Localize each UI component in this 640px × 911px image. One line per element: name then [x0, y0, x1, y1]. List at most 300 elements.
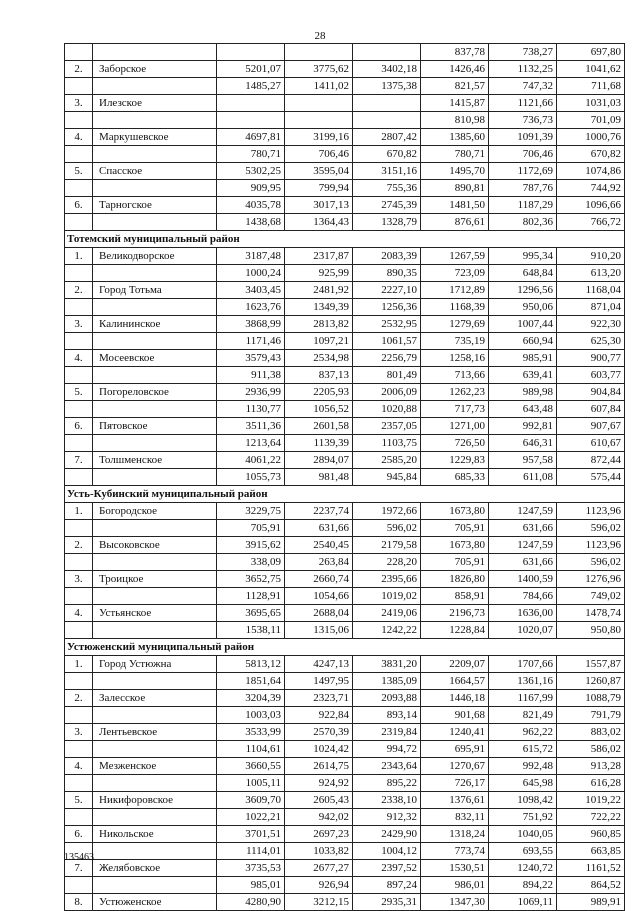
value-cell: 2481,92	[285, 282, 353, 299]
table-row	[65, 282, 625, 299]
value-cell: 2697,23	[285, 826, 353, 843]
value-cell: 596,02	[557, 554, 625, 571]
value-cell: 1375,38	[353, 78, 421, 95]
value-cell: 1128,91	[217, 588, 285, 605]
settlement-name: Великодворское	[93, 248, 217, 265]
value-cell: 1328,79	[353, 214, 421, 231]
settlement-name	[93, 146, 217, 163]
value-cell: 1240,72	[489, 860, 557, 877]
value-cell: 735,19	[421, 333, 489, 350]
value-cell: 2395,66	[353, 571, 421, 588]
table-row	[65, 605, 625, 622]
value-cell: 960,85	[557, 826, 625, 843]
value-cell: 1088,79	[557, 690, 625, 707]
settlement-name: Мезженское	[93, 758, 217, 775]
table-row	[65, 843, 625, 860]
value-cell: 1132,25	[489, 61, 557, 78]
value-cell: 791,79	[557, 707, 625, 724]
value-cell: 1318,24	[421, 826, 489, 843]
table-row	[65, 418, 625, 435]
row-number	[65, 180, 93, 197]
value-cell: 1361,16	[489, 673, 557, 690]
value-cell: 1213,64	[217, 435, 285, 452]
value-cell: 821,49	[489, 707, 557, 724]
row-number	[65, 367, 93, 384]
settlement-name	[93, 78, 217, 95]
row-number: 2.	[65, 61, 93, 78]
value-cell: 957,58	[489, 452, 557, 469]
settlement-name: Погореловское	[93, 384, 217, 401]
row-number: 8.	[65, 894, 93, 911]
table-row	[65, 384, 625, 401]
value-cell: 1376,61	[421, 792, 489, 809]
value-cell: 2227,10	[353, 282, 421, 299]
value-cell	[217, 95, 285, 112]
value-cell: 2196,73	[421, 605, 489, 622]
value-cell: 5201,07	[217, 61, 285, 78]
value-cell: 695,91	[421, 741, 489, 758]
value-cell: 784,66	[489, 588, 557, 605]
value-cell: 890,81	[421, 180, 489, 197]
value-cell: 1056,52	[285, 401, 353, 418]
value-cell: 1636,00	[489, 605, 557, 622]
row-number	[65, 775, 93, 792]
value-cell: 1271,00	[421, 418, 489, 435]
table-row	[65, 146, 625, 163]
value-cell: 2935,31	[353, 894, 421, 911]
value-cell	[285, 44, 353, 61]
settlement-name	[93, 44, 217, 61]
value-cell: 639,41	[489, 367, 557, 384]
value-cell: 2006,09	[353, 384, 421, 401]
value-cell: 723,09	[421, 265, 489, 282]
value-cell: 1022,21	[217, 809, 285, 826]
value-cell: 1004,12	[353, 843, 421, 860]
row-number: 5.	[65, 792, 93, 809]
value-cell: 1262,23	[421, 384, 489, 401]
value-cell: 864,52	[557, 877, 625, 894]
table-row	[65, 248, 625, 265]
value-cell: 2237,74	[285, 503, 353, 520]
value-cell: 705,91	[421, 520, 489, 537]
value-cell: 1172,69	[489, 163, 557, 180]
value-cell: 1019,22	[557, 792, 625, 809]
value-cell: 1000,24	[217, 265, 285, 282]
value-cell: 895,22	[353, 775, 421, 792]
value-cell: 985,01	[217, 877, 285, 894]
table-row	[65, 707, 625, 724]
value-cell: 1005,11	[217, 775, 285, 792]
table-row	[65, 792, 625, 809]
settlement-name	[93, 401, 217, 418]
value-cell: 2357,05	[353, 418, 421, 435]
value-cell: 1123,96	[557, 503, 625, 520]
value-cell: 1673,80	[421, 537, 489, 554]
value-cell: 3775,62	[285, 61, 353, 78]
table-row	[65, 877, 625, 894]
table-row	[65, 537, 625, 554]
value-cell: 575,44	[557, 469, 625, 486]
value-cell: 1007,44	[489, 316, 557, 333]
value-cell: 1187,29	[489, 197, 557, 214]
value-cell: 1031,03	[557, 95, 625, 112]
row-number: 4.	[65, 350, 93, 367]
value-cell: 645,98	[489, 775, 557, 792]
row-number: 3.	[65, 95, 93, 112]
table-row	[65, 588, 625, 605]
row-number: 4.	[65, 605, 93, 622]
value-cell: 338,09	[217, 554, 285, 571]
value-cell: 1385,09	[353, 673, 421, 690]
value-cell: 1411,02	[285, 78, 353, 95]
row-number: 5.	[65, 384, 93, 401]
settlement-name: Город Тотьма	[93, 282, 217, 299]
value-cell: 755,36	[353, 180, 421, 197]
row-number	[65, 707, 93, 724]
value-cell: 1349,39	[285, 299, 353, 316]
row-number: 4.	[65, 129, 93, 146]
table-row	[65, 826, 625, 843]
value-cell: 2936,99	[217, 384, 285, 401]
value-cell: 1279,69	[421, 316, 489, 333]
value-cell: 610,67	[557, 435, 625, 452]
value-cell: 2419,06	[353, 605, 421, 622]
value-cell: 646,31	[489, 435, 557, 452]
value-cell: 711,68	[557, 78, 625, 95]
value-cell: 1530,51	[421, 860, 489, 877]
value-cell: 995,34	[489, 248, 557, 265]
value-cell: 2317,87	[285, 248, 353, 265]
value-cell: 3017,13	[285, 197, 353, 214]
value-cell: 3595,04	[285, 163, 353, 180]
value-cell: 1041,62	[557, 61, 625, 78]
table-row	[65, 44, 625, 61]
settlement-name	[93, 673, 217, 690]
value-cell	[285, 112, 353, 129]
table-row	[65, 452, 625, 469]
value-cell: 872,44	[557, 452, 625, 469]
table-row	[65, 741, 625, 758]
row-number: 3.	[65, 571, 93, 588]
value-cell: 3831,20	[353, 656, 421, 673]
value-cell	[285, 95, 353, 112]
value-cell: 1019,02	[353, 588, 421, 605]
value-cell: 1256,36	[353, 299, 421, 316]
value-cell: 907,67	[557, 418, 625, 435]
section-header-row	[65, 231, 625, 248]
value-cell: 1139,39	[285, 435, 353, 452]
value-cell: 1664,57	[421, 673, 489, 690]
value-cell: 1069,11	[489, 894, 557, 911]
row-number	[65, 265, 93, 282]
value-cell: 992,81	[489, 418, 557, 435]
page-number: 28	[314, 30, 326, 42]
value-cell: 2256,79	[353, 350, 421, 367]
settlement-name	[93, 877, 217, 894]
value-cell: 989,98	[489, 384, 557, 401]
value-cell: 1260,87	[557, 673, 625, 690]
value-cell: 780,71	[217, 146, 285, 163]
value-cell: 1364,43	[285, 214, 353, 231]
value-cell: 912,32	[353, 809, 421, 826]
table-row	[65, 571, 625, 588]
value-cell: 4035,78	[217, 197, 285, 214]
value-cell: 596,02	[353, 520, 421, 537]
value-cell: 810,98	[421, 112, 489, 129]
value-cell: 4247,13	[285, 656, 353, 673]
value-cell: 3151,16	[353, 163, 421, 180]
settlement-name: Устьянское	[93, 605, 217, 622]
settlement-name: Троицкое	[93, 571, 217, 588]
value-cell: 901,68	[421, 707, 489, 724]
row-number: 1.	[65, 248, 93, 265]
value-cell: 631,66	[285, 520, 353, 537]
value-cell: 2601,58	[285, 418, 353, 435]
settlement-name: Калининское	[93, 316, 217, 333]
value-cell: 1296,56	[489, 282, 557, 299]
value-cell: 1096,66	[557, 197, 625, 214]
value-cell: 950,06	[489, 299, 557, 316]
value-cell: 5302,25	[217, 163, 285, 180]
value-cell: 3579,43	[217, 350, 285, 367]
table-row	[65, 112, 625, 129]
table-row	[65, 503, 625, 520]
value-cell: 1426,46	[421, 61, 489, 78]
value-cell: 799,94	[285, 180, 353, 197]
section-title: Тотемский муниципальный район	[65, 231, 625, 248]
value-cell: 2570,39	[285, 724, 353, 741]
value-cell: 1707,66	[489, 656, 557, 673]
value-cell: 738,27	[489, 44, 557, 61]
value-cell: 992,48	[489, 758, 557, 775]
value-cell: 1242,22	[353, 622, 421, 639]
value-cell: 1040,05	[489, 826, 557, 843]
value-cell: 603,77	[557, 367, 625, 384]
value-cell: 909,95	[217, 180, 285, 197]
value-cell: 832,11	[421, 809, 489, 826]
value-cell: 910,20	[557, 248, 625, 265]
row-number	[65, 877, 93, 894]
value-cell: 945,84	[353, 469, 421, 486]
value-cell: 1171,46	[217, 333, 285, 350]
value-cell: 2343,64	[353, 758, 421, 775]
value-cell: 586,02	[557, 741, 625, 758]
value-cell: 611,08	[489, 469, 557, 486]
table-row	[65, 622, 625, 639]
row-number	[65, 809, 93, 826]
value-cell: 3701,51	[217, 826, 285, 843]
value-cell: 1123,96	[557, 537, 625, 554]
value-cell: 607,84	[557, 401, 625, 418]
value-cell: 1130,77	[217, 401, 285, 418]
row-number: 2.	[65, 690, 93, 707]
value-cell: 685,33	[421, 469, 489, 486]
value-cell: 722,22	[557, 809, 625, 826]
value-cell: 766,72	[557, 214, 625, 231]
value-cell: 922,30	[557, 316, 625, 333]
value-cell: 2605,43	[285, 792, 353, 809]
value-cell: 625,30	[557, 333, 625, 350]
value-cell: 1446,18	[421, 690, 489, 707]
value-cell: 989,91	[557, 894, 625, 911]
table-row	[65, 78, 625, 95]
value-cell: 4061,22	[217, 452, 285, 469]
value-cell: 2093,88	[353, 690, 421, 707]
value-cell: 2397,52	[353, 860, 421, 877]
value-cell: 1000,76	[557, 129, 625, 146]
row-number: 7.	[65, 452, 93, 469]
settlement-name: Мосеевское	[93, 350, 217, 367]
row-number	[65, 673, 93, 690]
settlement-name: Город Устюжна	[93, 656, 217, 673]
value-cell: 615,72	[489, 741, 557, 758]
value-cell: 1478,74	[557, 605, 625, 622]
value-cell: 2338,10	[353, 792, 421, 809]
value-cell: 1538,11	[217, 622, 285, 639]
value-cell: 2614,75	[285, 758, 353, 775]
value-cell	[217, 44, 285, 61]
settlement-name	[93, 299, 217, 316]
value-cell: 802,36	[489, 214, 557, 231]
value-cell: 981,48	[285, 469, 353, 486]
value-cell: 3868,99	[217, 316, 285, 333]
value-cell: 3403,45	[217, 282, 285, 299]
value-cell: 643,48	[489, 401, 557, 418]
value-cell: 1061,57	[353, 333, 421, 350]
value-cell: 922,84	[285, 707, 353, 724]
value-cell: 1438,68	[217, 214, 285, 231]
settlement-name: Толшменское	[93, 452, 217, 469]
value-cell: 1712,89	[421, 282, 489, 299]
value-cell	[353, 95, 421, 112]
value-cell: 913,28	[557, 758, 625, 775]
settlement-name	[93, 554, 217, 571]
table-row	[65, 367, 625, 384]
value-cell: 1020,88	[353, 401, 421, 418]
value-cell: 2534,98	[285, 350, 353, 367]
value-cell: 894,22	[489, 877, 557, 894]
row-number	[65, 214, 93, 231]
table-row	[65, 163, 625, 180]
row-number	[65, 435, 93, 452]
value-cell: 1114,01	[217, 843, 285, 860]
value-cell: 3511,36	[217, 418, 285, 435]
value-cell: 2205,93	[285, 384, 353, 401]
row-number: 6.	[65, 826, 93, 843]
row-number	[65, 588, 93, 605]
row-number: 2.	[65, 282, 93, 299]
value-cell: 871,04	[557, 299, 625, 316]
value-cell: 883,02	[557, 724, 625, 741]
value-cell: 1054,66	[285, 588, 353, 605]
value-cell: 2179,58	[353, 537, 421, 554]
row-number	[65, 146, 93, 163]
value-cell	[353, 44, 421, 61]
value-cell: 2894,07	[285, 452, 353, 469]
value-cell: 1121,66	[489, 95, 557, 112]
value-cell: 950,80	[557, 622, 625, 639]
row-number: 2.	[65, 537, 93, 554]
settlement-name: Устюженское	[93, 894, 217, 911]
value-cell: 1972,66	[353, 503, 421, 520]
settlement-name	[93, 520, 217, 537]
row-number	[65, 520, 93, 537]
value-cell: 1400,59	[489, 571, 557, 588]
value-cell: 1557,87	[557, 656, 625, 673]
table-row	[65, 775, 625, 792]
value-cell: 1258,16	[421, 350, 489, 367]
value-cell: 749,02	[557, 588, 625, 605]
value-cell: 3609,70	[217, 792, 285, 809]
value-cell: 631,66	[489, 554, 557, 571]
value-cell: 596,02	[557, 520, 625, 537]
row-number: 5.	[65, 163, 93, 180]
value-cell: 837,78	[421, 44, 489, 61]
value-cell: 2429,90	[353, 826, 421, 843]
row-number: 3.	[65, 724, 93, 741]
value-cell: 613,20	[557, 265, 625, 282]
value-cell: 3915,62	[217, 537, 285, 554]
value-cell: 1033,82	[285, 843, 353, 860]
value-cell: 3660,55	[217, 758, 285, 775]
value-cell: 705,91	[421, 554, 489, 571]
value-cell: 631,66	[489, 520, 557, 537]
value-cell: 858,91	[421, 588, 489, 605]
value-cell: 2745,39	[353, 197, 421, 214]
table-row	[65, 758, 625, 775]
row-number: 4.	[65, 758, 93, 775]
settlement-name: Тарногское	[93, 197, 217, 214]
value-cell: 985,91	[489, 350, 557, 367]
value-cell: 1481,50	[421, 197, 489, 214]
value-cell: 2688,04	[285, 605, 353, 622]
row-number: 1.	[65, 503, 93, 520]
value-cell: 1267,59	[421, 248, 489, 265]
value-cell: 2677,27	[285, 860, 353, 877]
value-cell: 663,85	[557, 843, 625, 860]
value-cell: 1851,64	[217, 673, 285, 690]
value-cell: 3735,53	[217, 860, 285, 877]
value-cell: 1673,80	[421, 503, 489, 520]
value-cell: 773,74	[421, 843, 489, 860]
table-row	[65, 350, 625, 367]
table-row	[65, 435, 625, 452]
value-cell: 3695,65	[217, 605, 285, 622]
settlement-name	[93, 265, 217, 282]
table-row	[65, 724, 625, 741]
value-cell: 263,84	[285, 554, 353, 571]
table-row	[65, 894, 625, 911]
value-cell: 697,80	[557, 44, 625, 61]
row-number: 3.	[65, 316, 93, 333]
settlement-name: Никифоровское	[93, 792, 217, 809]
value-cell: 942,02	[285, 809, 353, 826]
value-cell: 1485,27	[217, 78, 285, 95]
value-cell: 3402,18	[353, 61, 421, 78]
value-cell: 2660,74	[285, 571, 353, 588]
value-cell: 706,46	[285, 146, 353, 163]
value-cell	[353, 112, 421, 129]
settlement-name	[93, 469, 217, 486]
row-number	[65, 299, 93, 316]
value-cell: 1020,07	[489, 622, 557, 639]
value-cell: 660,94	[489, 333, 557, 350]
table-row	[65, 95, 625, 112]
value-cell: 1385,60	[421, 129, 489, 146]
value-cell: 890,35	[353, 265, 421, 282]
table-body	[65, 44, 625, 911]
value-cell	[217, 112, 285, 129]
